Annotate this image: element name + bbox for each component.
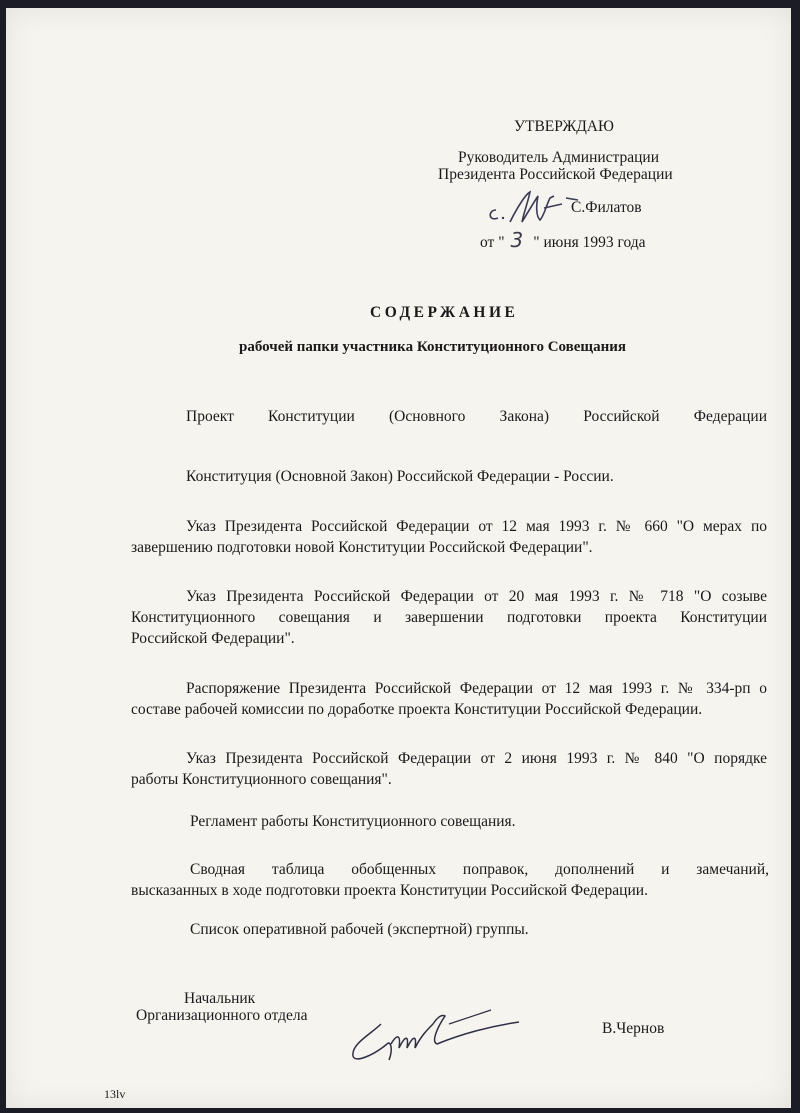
list-item: Проект Конституции (Основного Закона) Российской Федерации	[186, 408, 767, 425]
list-item: Указ Президента Российской Федерации от 20 мая 1993 г. № 718 "О созыве	[186, 588, 767, 605]
document-page	[6, 8, 791, 1108]
list-item: Список оперативной рабочей (экспертной) группы.	[190, 921, 529, 938]
footer-position-line1: Начальник	[184, 990, 256, 1007]
approval-position-line2: Президента Российской Федерации	[438, 166, 673, 183]
list-item-continuation: составе рабочей комиссии по доработке проекта Конституции Российской Федерации.	[131, 701, 703, 718]
footer-signer: В.Чернов	[602, 1020, 665, 1037]
approval-date-day: 3	[510, 228, 524, 252]
list-item: Указ Президента Российской Федерации от 12 мая 1993 г. № 660 "О мерах по	[186, 518, 767, 535]
list-item-continuation: высказанных в ходе подготовки проекта Конституции Российской Федерации.	[131, 882, 648, 899]
footer-position-line2: Организационного отдела	[136, 1007, 308, 1024]
approval-heading: УТВЕРЖДАЮ	[514, 118, 614, 135]
approval-date-prefix: от "	[480, 234, 505, 251]
list-item-continuation: работы Конституционного совещания".	[131, 771, 392, 788]
filatov-signature	[484, 188, 584, 228]
document-title: СОДЕРЖАНИЕ	[370, 304, 519, 321]
approval-signer: С.Филатов	[571, 199, 642, 216]
list-item: Регламент работы Конституционного совещания.	[190, 813, 516, 830]
approval-date	[480, 228, 646, 252]
list-item: Сводная таблица обобщенных поправок, дополнений и замечаний,	[190, 861, 769, 878]
page-code: 13lv	[104, 1087, 126, 1101]
document-subtitle: рабочей папки участника Конституционного Совещания	[239, 339, 626, 355]
approval-date-suffix: " июня 1993 года	[533, 234, 646, 251]
list-item-continuation: Конституционного совещания и завершении подготовки проекта Конституции	[131, 609, 767, 626]
list-item: Указ Президента Российской Федерации от 2 июня 1993 г. № 840 "О порядке	[186, 750, 767, 767]
list-item: Распоряжение Президента Российской Федерации от 12 мая 1993 г. № 334-рп о	[186, 680, 767, 697]
list-item-continuation: завершению подготовки новой Конституции Российской Федерации".	[131, 539, 593, 556]
approval-position-line1: Руководитель Администрации	[458, 149, 660, 166]
chernov-signature	[341, 1004, 521, 1074]
list-item-continuation: Российской Федерации".	[131, 630, 295, 647]
list-item: Конституция (Основной Закон) Российской Федерации - России.	[186, 468, 614, 485]
